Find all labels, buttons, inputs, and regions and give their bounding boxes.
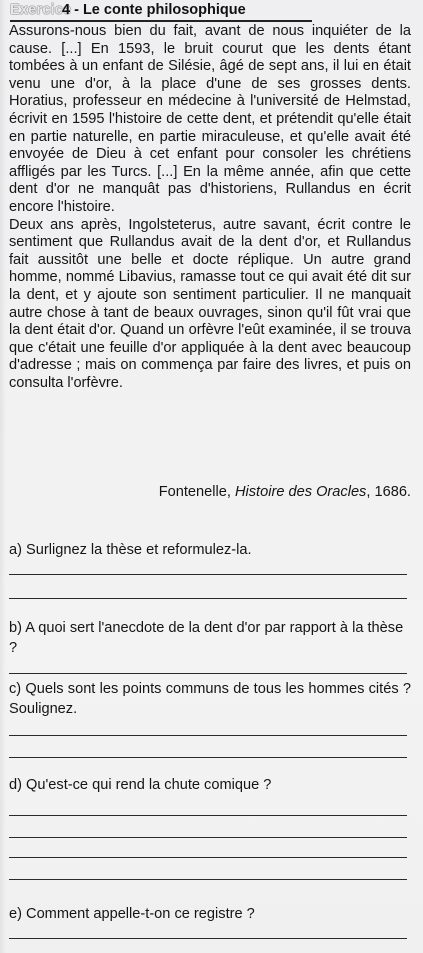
answer-line[interactable] (9, 574, 407, 575)
answer-line[interactable] (9, 735, 407, 736)
answer-line[interactable] (9, 598, 407, 599)
header-underline (10, 20, 312, 22)
source-author: Fontenelle, (158, 484, 235, 500)
question-a: a) Surlignez la thèse et reformulez-la. (9, 542, 252, 558)
question-e: e) Comment appelle-t-on ce registre ? (9, 906, 255, 922)
answer-line[interactable] (9, 837, 407, 838)
passage-paragraph-2: Deux ans après, Ingolsteterus, autre savant, écrit contre le sentiment que Rullandus avait de la dent d'or, et Rullandus fait aussitôt une belle et docte réplique. Un autre grand homme, nommé Libavius, ramasse tout ce qui avait été dit sur la dent, et y ajoute son sentiment particulier. Il ne manquait autre chose à tant de beaux ouvrages, sinon qu'il fût vrai que la dent était d'or. Quand un orfèvre l'eût examinée, il se trouva que c'était une feuille d'or appliquée à la dent avec beaucoup d'adresse ; mais on commença par faire des livres, et puis on consulta l'orfèvre. (9, 216, 411, 391)
question-b: b) A quoi sert l'anecdote de la dent d'or par rapport à la thèse ? (9, 620, 404, 656)
question-c: c) Quels sont les points communs de tous les hommes cités ? Soulignez. (9, 681, 411, 717)
answer-line[interactable] (9, 673, 407, 674)
answer-line[interactable] (9, 815, 407, 816)
exercise-label: Exercice (10, 2, 72, 18)
passage-source (0, 483, 411, 501)
question-d: d) Qu'est-ce qui rend la chute comique ? (9, 777, 272, 793)
answer-line[interactable] (9, 938, 407, 939)
passage-text (9, 23, 411, 392)
exercise-header (10, 0, 320, 21)
source-work-title: Histoire des Oracles (234, 484, 367, 500)
answer-line[interactable] (9, 879, 407, 880)
answer-line[interactable] (9, 857, 407, 858)
source-year: , 1686. (366, 484, 411, 500)
passage-paragraph-1: Assurons-nous bien du fait, avant de nous inquiéter de la cause. [...] En 1593, le bruit courut que les dents étant tombées à un enfant de Silésie, âgé de sept ans, il lui en était venu une d'or, à la place d'une de ses grosses dents. Horatius, professeur en médecine à l'université de Helmstad, écrivit en 1595 l'histoire de cette dent, et prétendit qu'elle était en partie naturelle, en partie miraculeuse, et qu'elle avait été envoyée de Dieu à cet enfant pour consoler les chrétiens affligés par les Turcs. [...] En la même année, afin que cette dent d'or ne manquât pas d'historiens, Rullandus en écrit encore l'histoire. (9, 23, 411, 215)
exercise-title: 4 - Le conte philosophique (62, 2, 246, 18)
answer-line[interactable] (9, 757, 407, 758)
